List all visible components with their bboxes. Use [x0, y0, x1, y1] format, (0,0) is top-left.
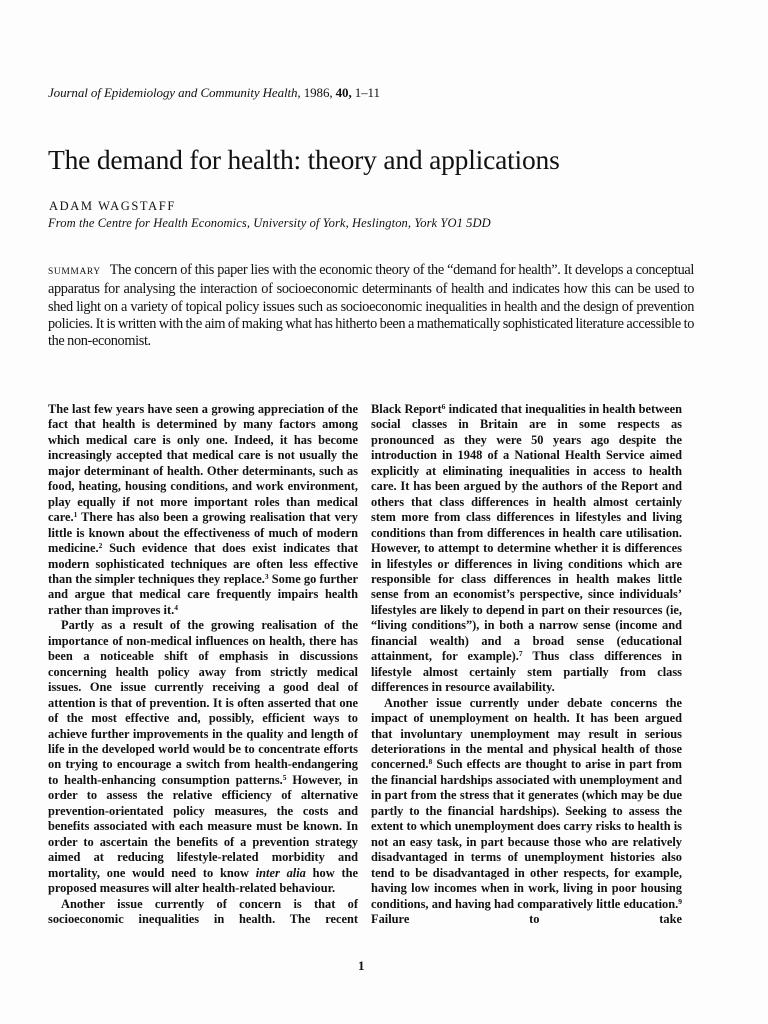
reference-marker: 1 — [73, 510, 78, 520]
summary-text: The concern of this paper lies with the economic theory of the “demand for health”. It develops a conceptual apparatus for analysing the interaction of socioeconomic determinants of health and indicates how this can be used to shed light on a variety of topical policy issues such as socioeconomic inequalities in health and the design of prevention policies. It is written with the aim of making what has hitherto been a mathematically sophisticated literature accessible to the non-economist. — [48, 262, 694, 350]
reference-marker: 3 — [264, 571, 269, 581]
text-run: Partly as a result of the growing realisation of the importance of non-medical influences on health, there has been a noticeable shift of emphasis in discussions concerning health policy away from strictly medical issues. One issue currently receiving a good deal of attention is that of prevention. It is often asserted that one of the most effective and, possibly, efficient ways to achieve further improvements in the quality and length of life in the developed world would be to concentrate efforts on trying to encourage a switch from health-endangering to health-enhancing consumption patterns. — [48, 618, 358, 787]
summary-label: SUMMARY — [48, 267, 101, 277]
paragraph — [371, 402, 682, 696]
italic-phrase: inter alia — [255, 865, 306, 880]
text-run: There has also been a growing realisation that very little is known about the effectiveness of much of modern medicine. — [48, 510, 358, 556]
text-run: However, in order to assess the relative efficiency of alternative prevention-orientated policy measures, the costs and benefits associated with each measure must be known. In order to ascertain the benefits of a prevention strategy aimed at reducing lifestyle-related morbidity and mortality, one would need to know — [48, 772, 359, 880]
paragraph: Another issue currently of concern is that of socioeconomic inequalities in health. The recent — [48, 896, 358, 926]
text-run: The last few years have seen a growing appreciation of the fact that health is determined by many factors among which medical care is only one. Indeed, it has become increasingly accepted that medical care is not usually the major determinant of health. Other determinants, such as food, heating, housing conditions, and work environment, play equally if not more important roles than medical care. — [48, 402, 358, 525]
paragraph — [48, 402, 358, 618]
body-column-right — [371, 402, 682, 927]
text-run: Such effects are thought to arise in part from the financial hardships associated with unemployment and in part from the stress that it generates (which may be due partly to the financial hardships). Seeking to assess the extent to which unemployment does carry risks to health is not an easy task, in part because those who are relatively disadvantaged in terms of unemployment histories also tend to be disadvantaged in other respects, for example, having low incomes when in work, living in poor housing conditions, and having had comparatively little education. — [371, 757, 682, 911]
journal-year: 1986, — [300, 85, 336, 100]
reference-marker: 2 — [98, 541, 103, 551]
body-column-left — [48, 402, 358, 927]
text-run: Failure to take — [371, 911, 682, 926]
text-run: Such evidence that does exist indicates that modern sophisticated techniques are often less effective than the simpler techniques they replace. — [48, 541, 358, 586]
reference-marker: 8 — [428, 757, 433, 767]
reference-marker: 9 — [678, 896, 682, 906]
reference-marker: 5 — [282, 772, 287, 782]
page-number: 1 — [358, 958, 365, 973]
paragraph — [371, 696, 682, 928]
article-title: The demand for health: theory and applications — [48, 144, 560, 175]
text-run: Thus class differences in lifestyle almost certainly stem partially from class differences in resource availability. — [371, 649, 682, 695]
journal-citation — [48, 85, 380, 101]
reference-marker: 4 — [174, 602, 178, 612]
text-run: Some go further and argue that medical care frequently impairs health rather than improves it. — [48, 571, 358, 617]
text-run: Black Report — [371, 402, 442, 416]
author-affiliation: From the Centre for Health Economics, University of York, Heslington, York YO1 5DD — [48, 216, 491, 230]
reference-marker: 7 — [518, 649, 523, 659]
reference-marker: 6 — [441, 402, 446, 411]
journal-volume: 40, — [335, 85, 352, 100]
text-run: Another issue currently under debate concerns the impact of unemployment on health. It has been argued that involuntary unemployment may result in serious deteriorations in the mental and physical health of those concerned. — [371, 695, 682, 772]
text-run: how the proposed measures will alter health-related behaviour. — [48, 865, 358, 896]
text-run: indicated that inequalities in health between social classes in Britain are in some respects as pronounced as they were 50 years ago despite the introduction in 1948 of a National Health Service aimed explicitly at eliminating inequalities in access to health care. It has been argued by the authors of the Report and others that class differences in health almost certainly stem more from class differences in lifestyles and living conditions than from differences in health care utilisation. However, to attempt to determine whether it is differences in lifestyles or differences in living conditions which are responsible for class differences in health makes little sense from an economist’s perspective, since individuals’ lifestyles are likely to depend in part on their resources (ie, “living conditions”), in both a narrow sense (income and financial wealth) and a broad sense (educational attainment, for example). — [371, 402, 682, 664]
paragraph — [48, 618, 358, 896]
journal-name: Journal of Epidemiology and Community Health, — [48, 85, 301, 100]
summary-abstract — [48, 262, 694, 350]
journal-pages: 1–11 — [351, 85, 380, 100]
article-author: ADAM WAGSTAFF — [49, 199, 176, 213]
